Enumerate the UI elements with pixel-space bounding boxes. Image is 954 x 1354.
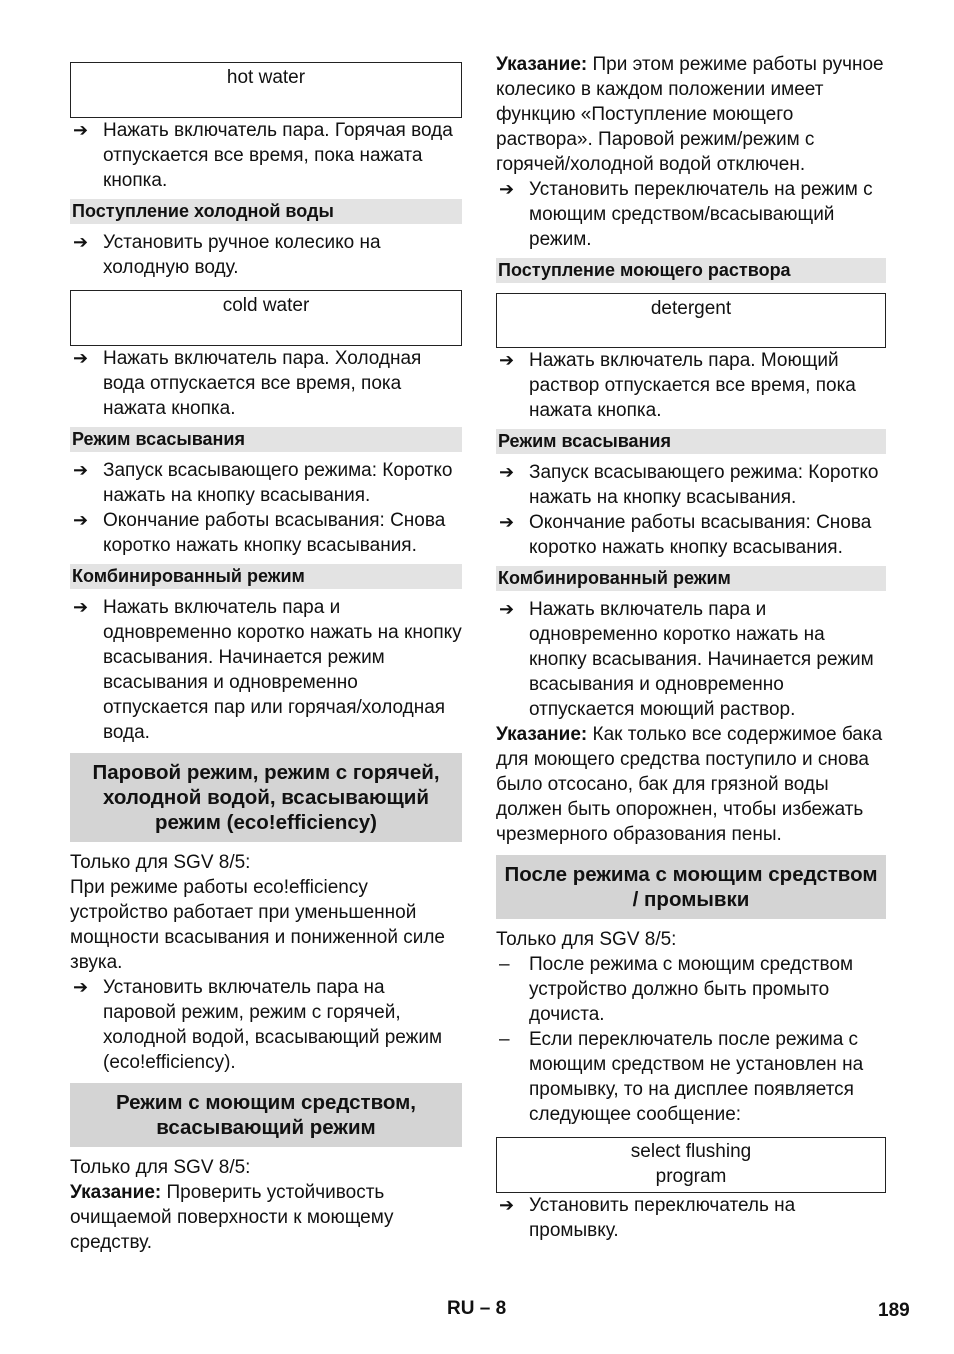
heading-suction: Режим всасывания xyxy=(70,427,462,452)
dash-item xyxy=(496,952,886,1027)
step-item xyxy=(70,508,462,558)
step-item xyxy=(496,510,886,560)
arrow-icon: ➔ xyxy=(499,1195,515,1215)
left-column xyxy=(70,52,462,1255)
arrow-icon: ➔ xyxy=(73,510,89,530)
step-item xyxy=(70,230,462,280)
display-hot-water xyxy=(70,62,462,118)
arrow-icon: ➔ xyxy=(73,977,89,997)
display-text: hot water xyxy=(226,67,306,88)
step-item xyxy=(70,118,462,193)
arrow-icon: ➔ xyxy=(499,350,515,370)
step-text: Нажать включатель пара и одновременно коротко нажать на кнопку всасывания. Начинается режим всасывания и одновременно отпускается пар или горячая/холодная вода. xyxy=(103,597,462,743)
paragraph: При режиме работы eco!efficiency устройство работает при уменьшенной мощности всасывания и пониженной силе звука. xyxy=(70,877,445,973)
step-item xyxy=(496,177,886,252)
step-text: Установить ручное колесико на холодную воду. xyxy=(103,232,381,278)
only-for-model: Только для SGV 8/5: xyxy=(70,1157,251,1178)
note-text: Проверить устойчивость очищаемой поверхности к моющему средству. xyxy=(70,1182,394,1253)
arrow-icon: ➔ xyxy=(499,599,515,619)
arrow-icon: ➔ xyxy=(499,512,515,532)
section-after-detergent: После режима с моющим средством / промывки xyxy=(496,855,886,919)
step-item xyxy=(496,597,886,722)
dash-icon: – xyxy=(499,1029,510,1050)
step-text: Установить переключатель на промывку. xyxy=(529,1195,796,1241)
note-label: Указание: xyxy=(496,724,588,745)
note-label: Указание: xyxy=(496,54,588,75)
note-text: Как только все содержимое бака для моющего средства поступило и снова было отсосано, бак для грязной воды должен быть опорожнен, чтобы избежать чрезмерного образования пены. xyxy=(496,724,883,845)
step-text: Запуск всасывающего режима: Коротко нажать на кнопку всасывания. xyxy=(529,462,879,508)
note xyxy=(496,722,886,847)
step-text: Нажать включатель пара. Горячая вода отпускается все время, пока нажата кнопка. xyxy=(103,120,453,191)
dash-text: После режима с моющим средством устройство должно быть промыто дочиста. xyxy=(529,954,854,1025)
step-text: Нажать включатель пара и одновременно коротко нажать на кнопку всасывания. Начинается режим всасывания и одновременно отпускается моющий раствор. xyxy=(529,599,874,720)
display-text: cold water xyxy=(222,295,310,316)
display-text: detergent xyxy=(650,298,732,319)
step-text: Установить переключатель на режим с моющим средством/всасывающий режим. xyxy=(529,179,873,250)
section-eco-efficiency: Паровой режим, режим с горячей, холодной водой, всасывающий режим (eco!efficiency) xyxy=(70,753,462,842)
footer-page-number: 189 xyxy=(878,1300,910,1321)
heading-cold-water: Поступление холодной воды xyxy=(70,199,462,224)
step-item xyxy=(496,1193,886,1243)
arrow-icon: ➔ xyxy=(73,597,89,617)
display-cold-water xyxy=(70,290,462,346)
display-detergent xyxy=(496,293,886,348)
right-column xyxy=(496,52,886,1243)
heading-detergent-supply: Поступление моющего раствора xyxy=(496,258,886,283)
only-for-model: Только для SGV 8/5: xyxy=(70,852,251,873)
step-item xyxy=(496,460,886,510)
display-text-line2: program xyxy=(655,1166,727,1187)
step-text: Нажать включатель пара. Холодная вода отпускается все время, пока нажата кнопка. xyxy=(103,348,422,419)
heading-combined: Комбинированный режим xyxy=(496,566,886,591)
step-item xyxy=(70,595,462,745)
note xyxy=(496,52,886,177)
arrow-icon: ➔ xyxy=(73,120,89,140)
arrow-icon: ➔ xyxy=(73,232,89,252)
heading-suction: Режим всасывания xyxy=(496,429,886,454)
display-select-flushing xyxy=(496,1137,886,1193)
section-detergent-mode: Режим с моющим средством, всасывающий режим xyxy=(70,1083,462,1147)
step-text: Окончание работы всасывания: Снова коротко нажать кнопку всасывания. xyxy=(103,510,446,556)
dash-icon: – xyxy=(499,954,510,975)
dash-text: Если переключатель после режима с моющим средством не установлен на промывку, то на дисплее появляется следующее сообщение: xyxy=(529,1029,864,1125)
step-text: Нажать включатель пара. Моющий раствор отпускается все время, пока нажата кнопка. xyxy=(529,350,856,421)
step-item xyxy=(70,975,462,1075)
dash-item xyxy=(496,1027,886,1127)
heading-combined: Комбинированный режим xyxy=(70,564,462,589)
arrow-icon: ➔ xyxy=(73,348,89,368)
step-text: Запуск всасывающего режима: Коротко нажать на кнопку всасывания. xyxy=(103,460,453,506)
step-item xyxy=(496,348,886,423)
footer-language-page: RU – 8 xyxy=(447,1298,507,1319)
note xyxy=(70,1180,462,1255)
arrow-icon: ➔ xyxy=(73,460,89,480)
note-text: При этом режиме работы ручное колесико в каждом положении имеет функцию «Поступление моющего раствора». Паровой режим/режим с горячей/холодной водой отключен. xyxy=(496,54,884,175)
arrow-icon: ➔ xyxy=(499,179,515,199)
arrow-icon: ➔ xyxy=(499,462,515,482)
step-item xyxy=(70,458,462,508)
only-for-model: Только для SGV 8/5: xyxy=(496,929,677,950)
step-text: Установить включатель пара на паровой режим, режим с горячей, холодной водой, всасывающий режим (eco!efficiency). xyxy=(103,977,443,1073)
note-label: Указание: xyxy=(70,1182,162,1203)
step-text: Окончание работы всасывания: Снова коротко нажать кнопку всасывания. xyxy=(529,512,872,558)
step-item xyxy=(70,346,462,421)
display-text-line1: select flushing xyxy=(630,1141,752,1162)
